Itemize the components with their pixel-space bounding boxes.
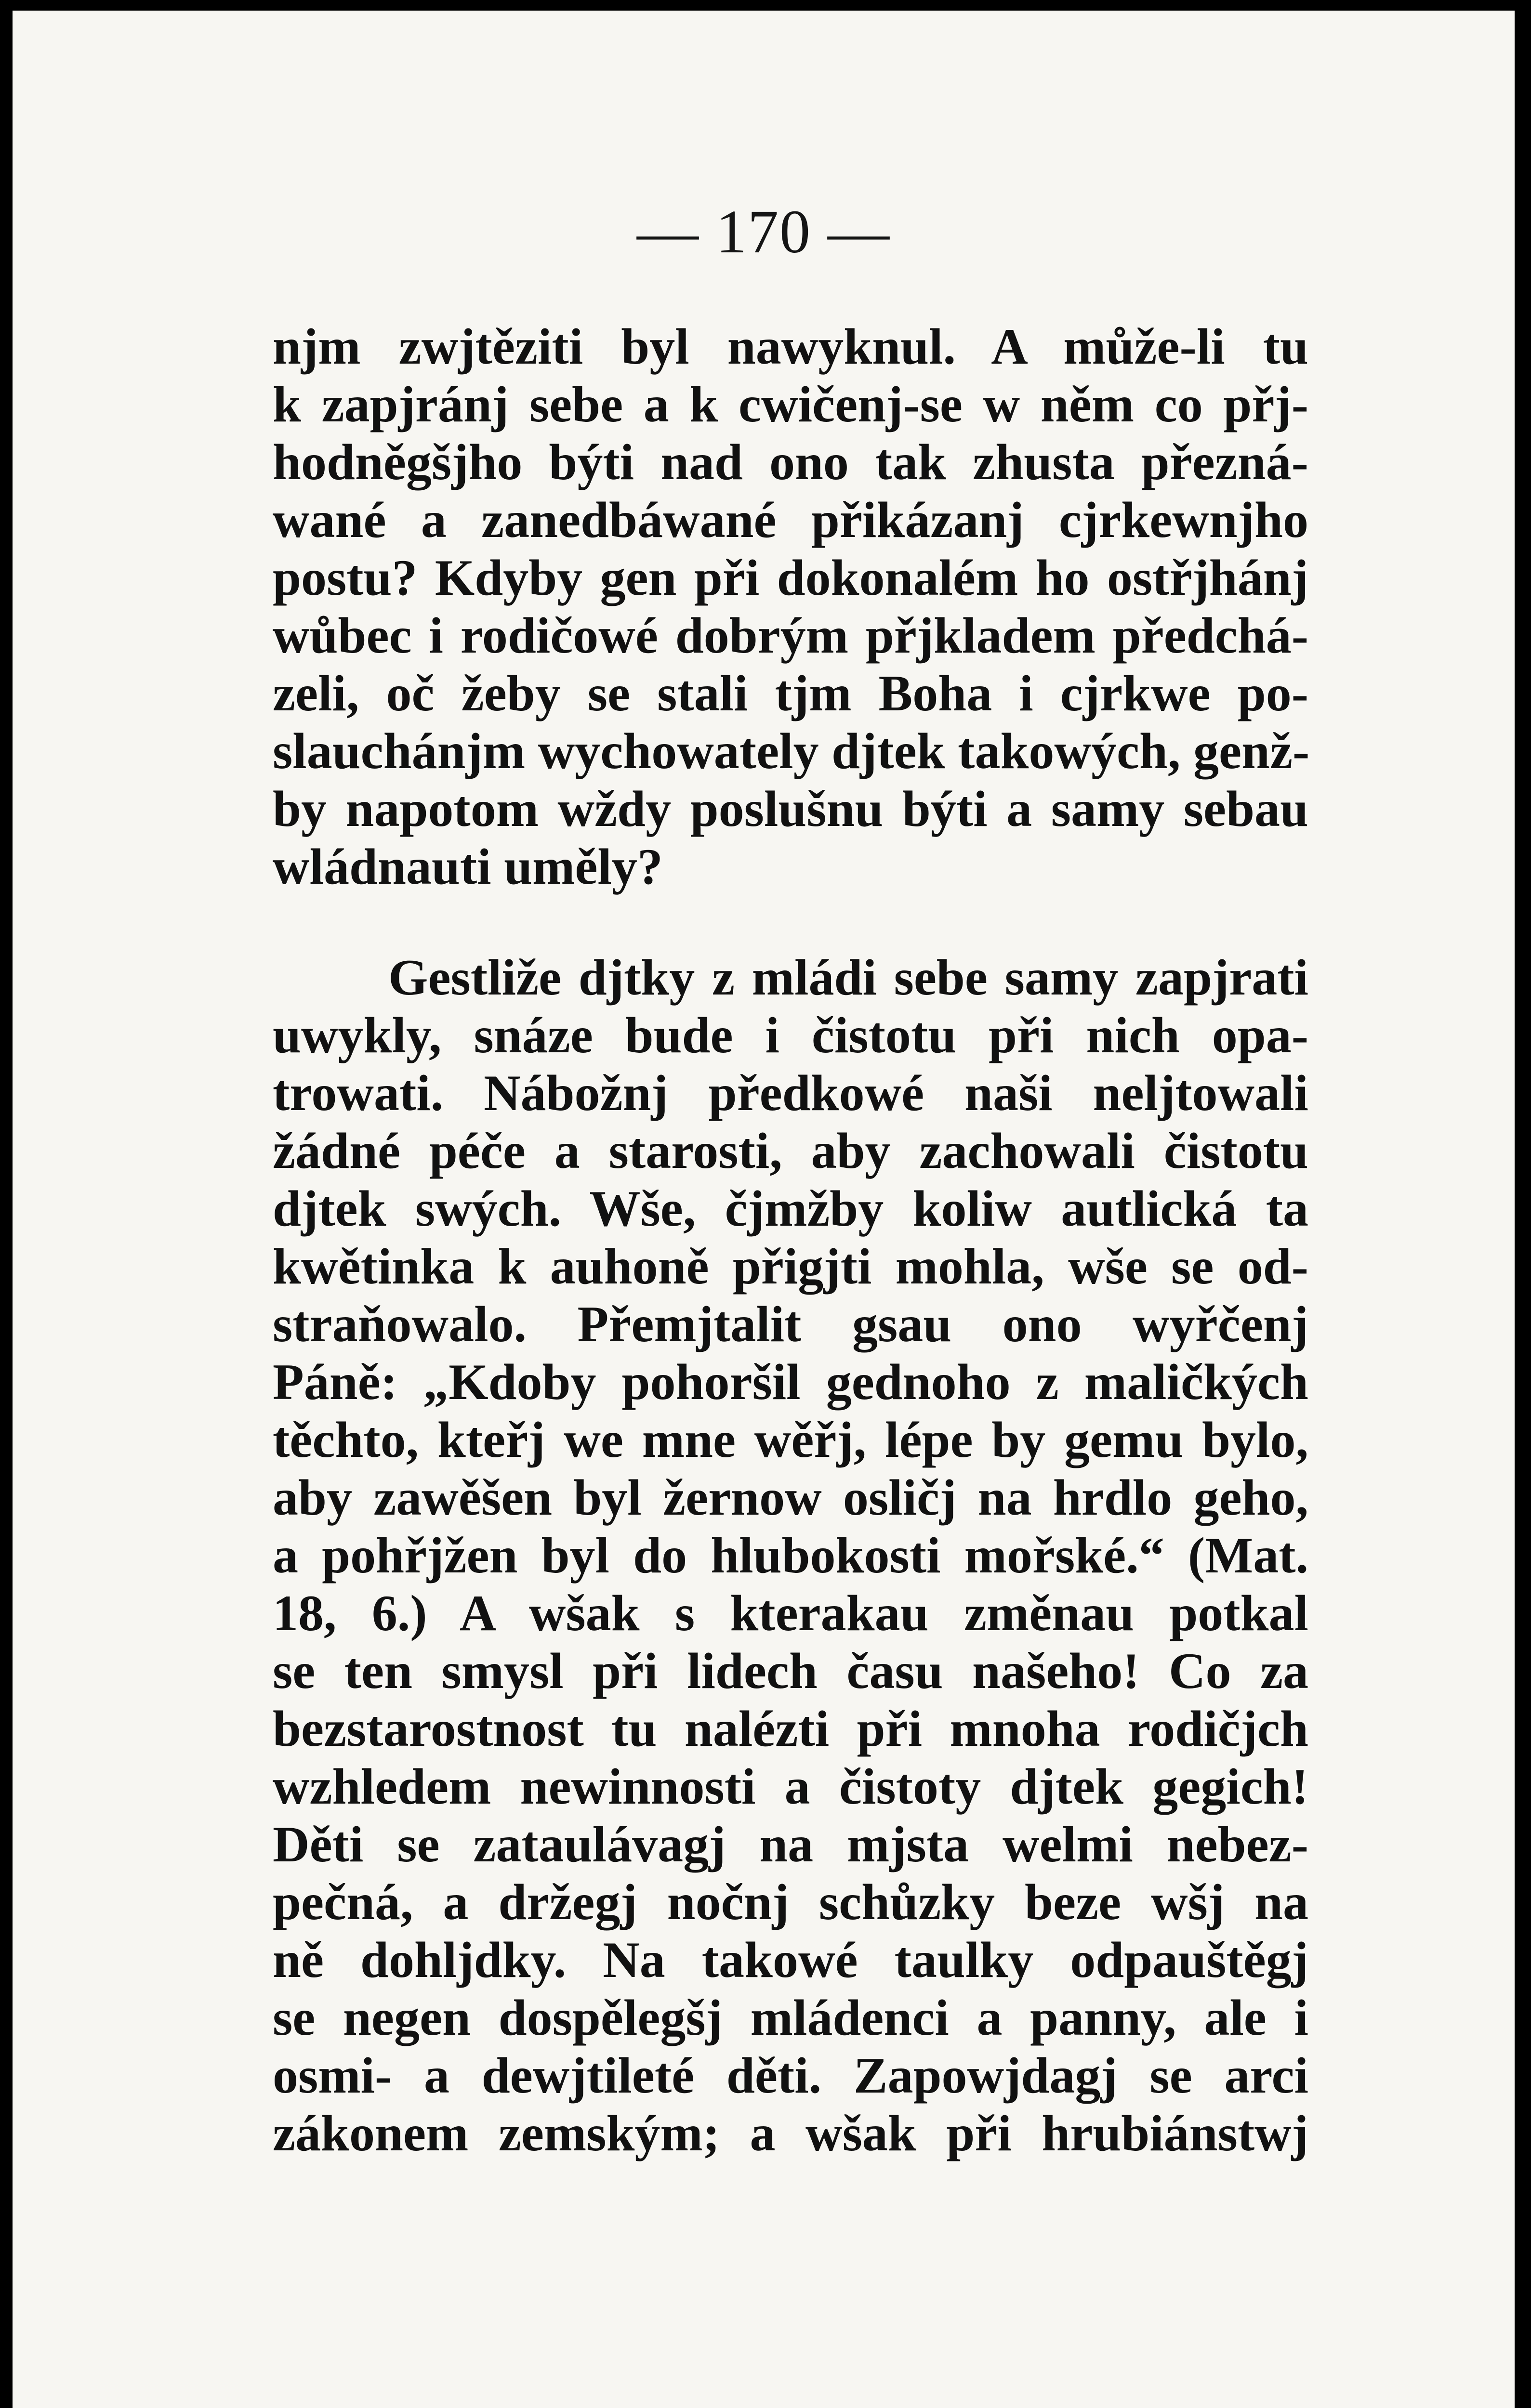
text-line: Páně: „Kdoby pohoršil gednoho z maličkých (273, 1354, 1308, 1410)
text-line: hodněgšjho býti nad ono tak zhusta přezná- (273, 434, 1308, 490)
text-line: wládnauti uměly? (273, 838, 663, 895)
text-line: ně dohljdky. Na takowé taulky odpauštěgj (273, 1932, 1308, 1988)
text-line: a pohřjžen byl do hlubokosti mořské.“ (Mat. (273, 1527, 1308, 1584)
text-line: osmi- a dewjtileté děti. Zapowjdagj se arci (273, 2047, 1308, 2104)
text-line: pečná, a držegj nočnj schůzky beze wšj na (273, 1874, 1308, 1930)
text-line: djtek swých. Wše, čjmžby koliw autlická ta (273, 1180, 1308, 1237)
paragraph-2 (273, 949, 1308, 2162)
text-line: postu? Kdyby gen při dokonalém ho ostřjhánj (273, 550, 1308, 606)
text-line: uwykly, snáze bude i čistotu při nich opa- (273, 1007, 1308, 1063)
book-page (13, 11, 1515, 2408)
text-line: straňowalo. Přemjtalit gsau ono wyřčenj (273, 1296, 1308, 1352)
text-line: Děti se zataulávagj na mjsta welmi nebez- (273, 1816, 1308, 1872)
paragraph-1 (273, 318, 1308, 896)
text-line: by napotom wždy poslušnu býti a samy sebau (273, 781, 1308, 837)
text-line: aby zawěšen byl žernow osličj na hrdlo geho, (273, 1469, 1308, 1526)
text-line: k zapjránj sebe a k cwičenj-se w něm co přj- (273, 376, 1308, 432)
text-line: zeli, oč žeby se stali tjm Boha i cjrkwe po- (273, 665, 1308, 721)
text-line: žádné péče a starosti, aby zachowali čistotu (273, 1123, 1308, 1179)
text-line: zákonem zemským; a wšak při hrubiánstwj (273, 2105, 1308, 2161)
text-line: bezstarostnost tu nalézti při mnoha rodičjch (273, 1701, 1308, 1757)
page-number: — 170 — (637, 197, 890, 266)
text-line: njm zwjtěziti byl nawyknul. A může-li tu (273, 318, 1308, 375)
text-line: těchto, kteřj we mne wěřj, lépe by gemu bylo, (273, 1412, 1308, 1468)
text-line: slauchánjm wychowately djtek takowých, genž- (273, 723, 1310, 779)
text-line: se negen dospělegšj mládenci a panny, ale i (273, 1989, 1308, 2046)
text-line: wané a zanedbáwané přikázanj cjrkewnjho (273, 492, 1308, 548)
text-line: se ten smysl při lidech času našeho! Co za (273, 1643, 1308, 1699)
text-line: Gestliže djtky z mládi sebe samy zapjrati (388, 949, 1308, 1006)
text-line: wůbec i rodičowé dobrým přjkladem předchá- (273, 607, 1308, 664)
text-line: trowati. Nábožnj předkowé naši neljtowali (273, 1065, 1308, 1121)
text-line: 18, 6.) A wšak s kterakau změnau potkal (273, 1585, 1308, 1641)
text-line: kwětinka k auhoně přigjti mohla, wše se od- (273, 1238, 1308, 1295)
text-line: wzhledem newinnosti a čistoty djtek gegich! (273, 1758, 1308, 1815)
